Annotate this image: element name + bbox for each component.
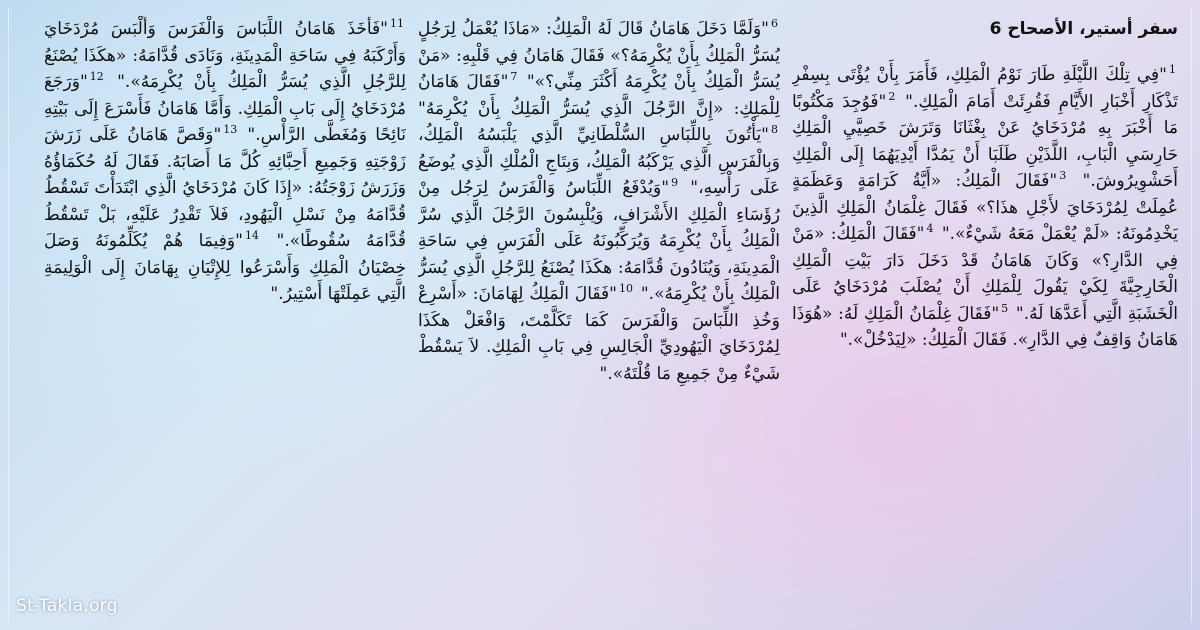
verse-number: 5 bbox=[1001, 301, 1009, 315]
text-column-2 bbox=[418, 16, 780, 616]
verse-number: 3 bbox=[1059, 169, 1067, 183]
text-column-3 bbox=[44, 16, 406, 616]
verse-number: 2 bbox=[888, 89, 896, 103]
verse-text: "فَوُجِدَ مَكْتُوبًا مَا أَخْبَرَ بِهِ مُرْدَخَايُ عَنْ بِغْثَانَا وَتَرَشَ خَصِيَّيِ الْمَلِكِ حَارِسَيِ الْبَابِ، اللَّذَيْنِ طَلَبَا أَنْ يَمُدَّا أَيْدِيَهُمَا إِلَى الْمَلِكِ أَحَشْوِيرُوشَ." bbox=[792, 91, 1178, 191]
verse-text: "فَقَالَ هَامَانُ لِلْمَلِكِ: «إِنَّ الرَّجُلَ الَّذِي يُسَرُّ الْمَلِكُ بِأَنْ يُكْرِمَهُ" bbox=[418, 72, 780, 119]
verse-number: 4 bbox=[926, 222, 934, 236]
verse-text: "فِي تِلْكَ اللَّيْلَةِ طَارَ نَوْمُ الْمَلِكِ، فَأَمَرَ بِأَنْ يُؤْتَى بِسِفْرِ تَذْكَارِ أَخْبَارِ الأَيَّامِ فَقُرِئَتْ أَمَامَ الْمَلِكِ." bbox=[792, 65, 1178, 112]
verse-number: 7 bbox=[510, 70, 518, 84]
verse-number: 8 bbox=[771, 123, 778, 137]
verse-number: 10 bbox=[618, 282, 633, 296]
verse-text: "وَرَجَعَ مُرْدَخَايُ إِلَى بَابِ الْمَلِكِ. وَأَمَّا هَامَانُ فَأَسْرَعَ إِلَى بَيْتِهِ نَائِحًا وَمُغَطَّى الرَّأْسِ." bbox=[44, 72, 406, 145]
verse-text: "وَلَمَّا دَخَلَ هَامَانُ قَالَ لَهُ الْمَلِكُ: «مَاذَا يُعْمَلُ لِرَجُلٍ يُسَرُّ الْمَلِكُ بِأَنْ يُكْرِمَهُ؟» فَقَالَ هَامَانُ فِي قَلْبِهِ: «مَنْ يُسَرُّ الْمَلِكُ بِأَنْ يُكْرِمَهُ أَكْثَرَ مِنِّي؟»" bbox=[418, 19, 780, 92]
verse-number: 13 bbox=[223, 123, 238, 137]
site-logo: St-Takla.org bbox=[16, 596, 118, 616]
verse-number: 9 bbox=[671, 176, 679, 190]
verse-number: 11 bbox=[390, 17, 404, 31]
verse-text: "وَفِيمَا هُمْ يُكَلِّمُونَهُ وَصَلَ خِصْيَانُ الْمَلِكِ وَأَسْرَعُوا لِلإِتْيَانِ بِهَامَانَ إِلَى الْوَلِيمَةِ الَّتِي عَمِلَتْهَا أَسْتِيرُ." bbox=[44, 231, 406, 304]
text-column-1 bbox=[792, 16, 1178, 616]
verse-text: "يَأْتُونَ بِاللِّبَاسِ السُّلْطَانِيِّ الَّذِي يَلْبَسُهُ الْمَلِكُ، وَبِالْفَرَسِ الَّذِي يَرْكَبُهُ الْمَلِكُ، وَبِتَاجِ الْمُلْكِ الَّذِي يُوضَعُ عَلَى رَأْسِهِ،" bbox=[418, 125, 780, 198]
verse-text: "فَقَالَ الْمَلِكُ: «أَيَّةُ كَرَامَةٍ وَعَظَمَةٍ عُمِلَتْ لِمُرْدَخَايَ لأَجْلِ هذَا؟» فَقَالَ غِلْمَانُ الْمَلِكِ الَّذِينَ يَخْدِمُونَهُ: «لَمْ يُعْمَلْ مَعَهُ شَيْءٌ»." bbox=[792, 171, 1178, 244]
verse-text: "فَأَخَذَ هَامَانُ اللِّبَاسَ وَالْفَرَسَ وَأَلْبَسَ مُرْدَخَايَ وَأَرْكَبَهُ فِي سَاحَةِ الْمَدِينَةِ، وَنَادَى قُدَّامَهُ: «هكَذَا يُصْنَعُ لِلرَّجُلِ الَّذِي يُسَرُّ الْمَلِكُ بِأَنْ يُكْرِمَهُ»." bbox=[44, 19, 406, 92]
verse-text: "فَقَالَ غِلْمَانُ الْمَلِكِ لَهُ: «هُوَذَا هَامَانُ وَاقِفٌ فِي الدَّارِ». فَقَالَ الْمَلِكُ: «لِيَدْخُلْ»." bbox=[792, 303, 1178, 350]
verse-number: 14 bbox=[244, 229, 259, 243]
verse-text: "فَقَالَ الْمَلِكُ لِهَامَانَ: «أَسْرِعْ وَخُذِ اللِّبَاسَ وَالْفَرَسَ كَمَا تَكَلَّمْتَ، وَافْعَلْ هكَذَا لِمُرْدَخَايَ الْيَهُودِيِّ الْجَالِسِ فِي بَابِ الْمَلِكِ. لاَ يَسْقُطْ شَيْءٌ مِنْ جَمِيعِ مَا قُلْتَهُ»." bbox=[418, 284, 780, 384]
verse-number: 6 bbox=[771, 17, 778, 31]
verse-number: 1 bbox=[1169, 63, 1176, 77]
verse-text: "فَقَالَ الْمَلِكُ: «مَنْ فِي الدَّارِ؟» وَكَانَ هَامَانُ قَدْ دَخَلَ دَارَ بَيْتِ الْمَلِكِ الْخَارِجِيَّةَ لِكَيْ يَقُولَ لِلْمَلِكِ أَنْ يُصْلَبَ مُرْدَخَايُ عَلَى الْخَشَبَةِ الَّتِي أَعَدَّهَا لَهُ." bbox=[792, 224, 1178, 324]
page-title: سفر أستير، الأصحاح 6 bbox=[989, 19, 1178, 39]
verse-number: 12 bbox=[89, 70, 104, 84]
verse-text: "وَيُدْفَعُ اللِّبَاسُ وَالْفَرَسُ لِرَجُل مِنْ رُؤَسَاءِ الْمَلِكِ الأَشْرَافِ، وَيُلْبِسُونَ الرَّجُلَ الَّذِي سُرَّ الْمَلِكُ بِأَنْ يُكْرِمَهُ وَيُرَكِّبُونَهُ عَلَى الْفَرَسِ فِي سَاحَةِ الْمَدِينَةِ، وَيُنَادُونَ قُدَّامَهُ: هكَذَا يُصْنَعُ لِلرَّجُلِ الَّذِي يُسَرُّ الْمَلِكُ بِأَنْ يُكْرِمَهُ»." bbox=[418, 178, 780, 304]
verse-text: "وَقَصَّ هَامَانُ عَلَى زَرَشَ زَوْجَتِهِ وَجَمِيعِ أَحِبَّائِهِ كُلَّ مَا أَصَابَهُ. فَقَالَ لَهُ حُكَمَاؤُهُ وَزَرَشُ زَوْجَتُهُ: «إِذَا كَانَ مُرْدَخَايُ الَّذِي ابْتَدَأْتَ تَسْقُطُ قُدَّامَهُ مِنْ نَسْلِ الْيَهُودِ، فَلاَ تَقْدِرُ عَلَيْهِ، بَلْ تَسْقُطُ قُدَّامَهُ سُقُوطًا»." bbox=[44, 125, 406, 251]
